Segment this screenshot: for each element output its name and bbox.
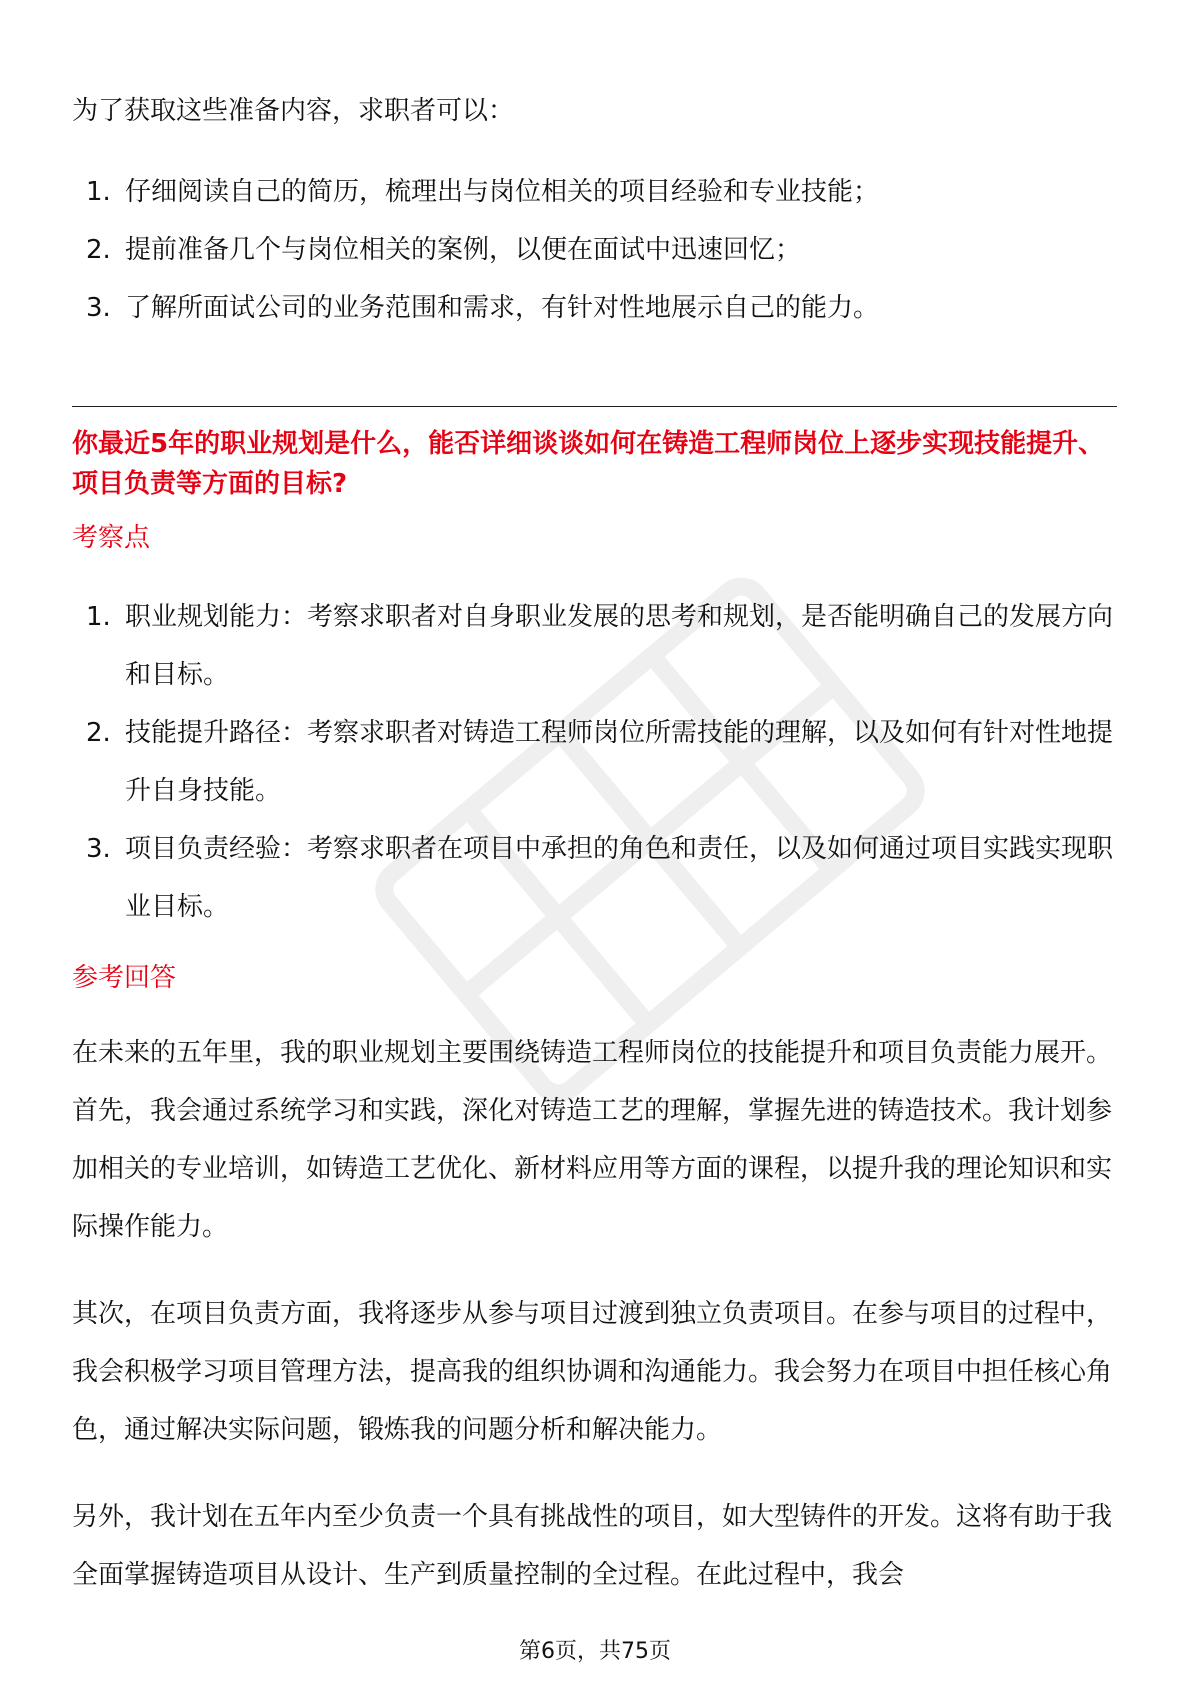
list-item (72, 704, 1117, 820)
answer-paragraph: 在未来的五年里，我的职业规划主要围绕铸造工程师岗位的技能提升和项目负责能力展开。首先，我会通过系统学习和实践，深化对铸造工艺的理解，掌握先进的铸造技术。我计划参加相关的专业培训，如铸造工艺优化、新材料应用等方面的课程，以提升我的理论知识和实际操作能力。 (72, 1038, 1113, 1242)
prep-list (72, 163, 1117, 337)
list-number: 1. (86, 602, 111, 632)
list-text: 技能提升路径：考察求职者对铸造工程师岗位所需技能的理解，以及如何有针对性地提升自身技能。 (125, 718, 1114, 806)
list-number: 2. (86, 235, 111, 265)
list-text: 项目负责经验：考察求职者在项目中承担的角色和责任，以及如何通过项目实践实现职业目标。 (125, 834, 1114, 922)
list-text: 仔细阅读自己的简历，梳理出与岗位相关的项目经验和专业技能； (125, 177, 880, 207)
list-text: 职业规划能力：考察求职者对自身职业发展的思考和规划，是否能明确自己的发展方向和目标。 (125, 602, 1114, 690)
list-number: 3. (86, 834, 111, 864)
section-divider (72, 406, 1117, 407)
list-item (72, 820, 1117, 936)
list-number: 1. (86, 177, 111, 207)
list-item (72, 163, 1117, 221)
list-text: 了解所面试公司的业务范围和需求，有针对性地展示自己的能力。 (125, 293, 880, 323)
list-number: 3. (86, 293, 111, 323)
list-item (72, 588, 1117, 704)
answer-title: 参考回答 (72, 963, 177, 993)
list-number: 2. (86, 718, 111, 748)
list-text: 提前准备几个与岗位相关的案例，以便在面试中迅速回忆； (125, 235, 802, 265)
list-item (72, 279, 1117, 337)
focus-title: 考察点 (72, 523, 151, 553)
list-item (72, 221, 1117, 279)
focus-list (72, 588, 1117, 936)
answer-paragraph: 其次，在项目负责方面，我将逐步从参与项目过渡到独立负责项目。在参与项目的过程中，我会积极学习项目管理方法，提高我的组织协调和沟通能力。我会努力在项目中担任核心角色，通过解决实际问题，锻炼我的问题分析和解决能力。 (72, 1299, 1113, 1445)
page-number: 第6页，共75页 (519, 1639, 671, 1664)
answer-paragraph: 另外，我计划在五年内至少负责一个具有挑战性的项目，如大型铸件的开发。这将有助于我全面掌握铸造项目从设计、生产到质量控制的全过程。在此过程中，我会 (72, 1502, 1113, 1590)
interview-question: 你最近5年的职业规划是什么，能否详细谈谈如何在铸造工程师岗位上逐步实现技能提升、项目负责等方面的目标? (72, 429, 1105, 499)
intro-text: 为了获取这些准备内容，求职者可以： (72, 96, 515, 126)
